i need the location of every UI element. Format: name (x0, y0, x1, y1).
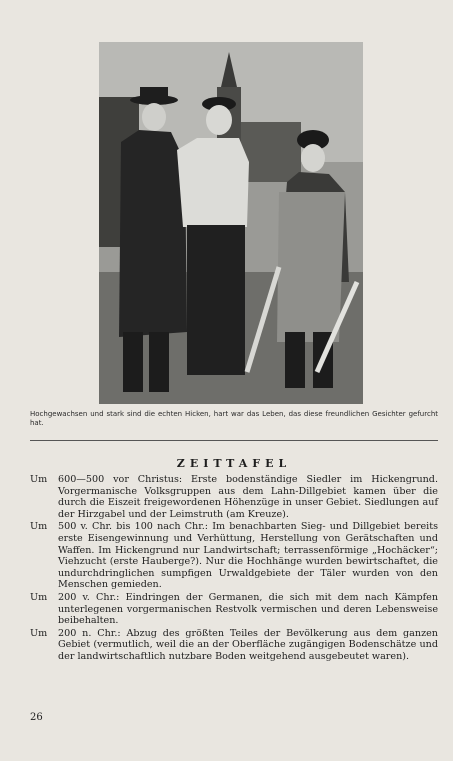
timeline-entry (30, 521, 438, 591)
entry-prefix: Um (30, 591, 48, 603)
entry-text: 200 v. Chr.: Eindringen der Germanen, die sich mit dem nach Kämpfen unterlegenen vorgermanischen Restvolk vermischen und deren Lebensweise beibehalten. (58, 591, 438, 627)
entry-prefix: Um (30, 474, 48, 485)
photo-three-men (99, 42, 363, 404)
divider (30, 440, 438, 441)
timeline-entry (30, 628, 438, 663)
entry-prefix: Um (30, 627, 48, 639)
section-heading: ZEITTAFEL (176, 457, 292, 470)
entry-prefix: Um (30, 521, 48, 533)
entry-text: 500 v. Chr. bis 100 nach Chr.: Im benachbarten Sieg- und Dillgebiet bereits erste Eisengewinnung und Verhüttung, Herstellung von Gerätschaften und Waffen. Im Hickengrund nur Landwirtschaft; terrassenförmige „Hochäcker“; Viehzucht (erste Hauberge?). Nur die Hochhänge wurden bewirtschaftet, die undurchdringlichen sumpfigen Urwaldgebiete der Täler wurden von den Menschen gemieden. (58, 521, 438, 591)
timeline-entry (30, 592, 438, 627)
photo-caption: Hochgewachsen und stark sind die echten Hicken, hart war das Leben, das diese freundlichen Gesichter gefurcht hat. (30, 410, 438, 427)
timeline-list (30, 474, 438, 664)
entry-text: 600—500 vor Christus: Erste bodenständige Siedler im Hickengrund. Vorgermanische Volksgruppen aus dem Lahn-Dillgebiet kamen über die durch die Eiszeit freigewordenen Höhenzüge in unser Gebiet. Siedlungen auf der Hirzgabel und der Leimstruth (am Kreuze). (58, 474, 438, 520)
entry-text: 200 n. Chr.: Abzug des größten Teiles der Bevölkerung aus dem ganzen Gebiet (vermutlich, weil die an der Oberfläche zugängigen Bodenschätze und der landwirtschaftlich nutzbare Boden weitgehend ausgebeutet waren). (58, 627, 438, 662)
page-number: 26 (30, 712, 43, 723)
timeline-entry (30, 474, 438, 520)
